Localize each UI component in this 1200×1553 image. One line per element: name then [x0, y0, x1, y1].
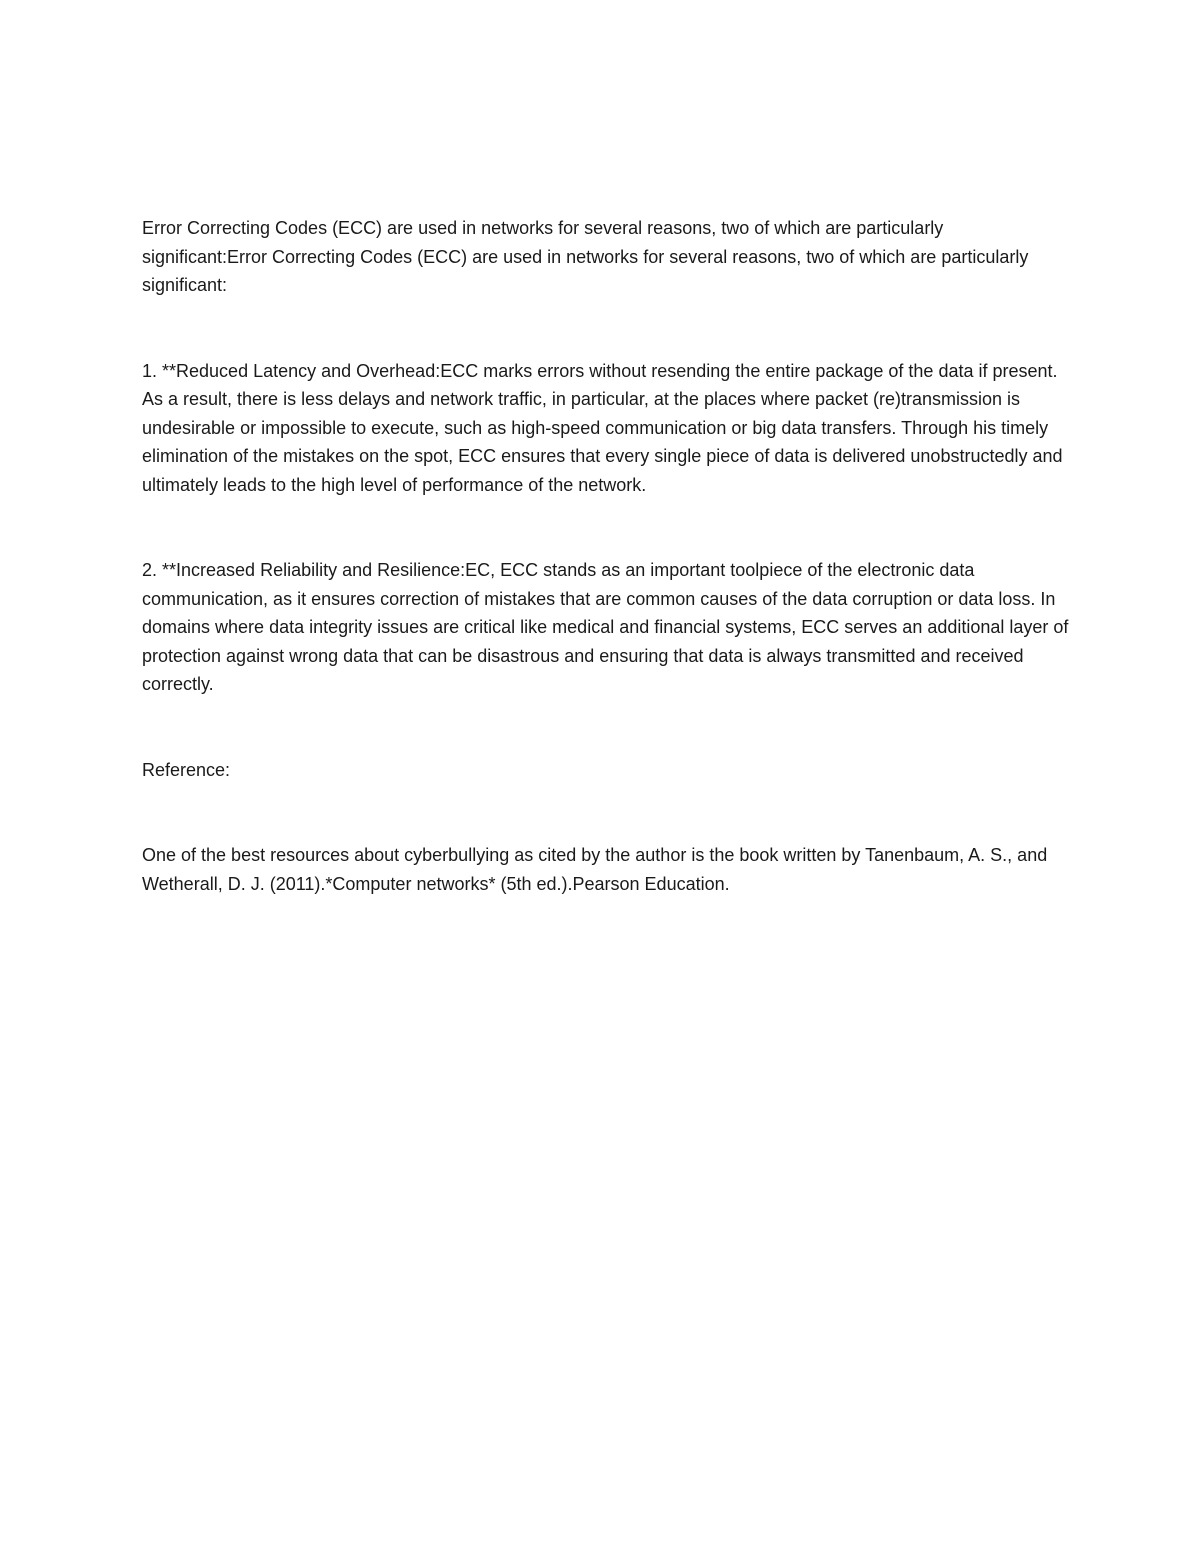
point-1-paragraph: 1. **Reduced Latency and Overhead:ECC marks errors without resending the entire package of the data if present. As a result, there is less delays and network traffic, in particular, at the places where packet (re)transmission is undesirable or impossible to execute, such as high-speed communication or big data transfers. Through his timely elimination of the mistakes on the spot, ECC ensures that every single piece of data is delivered unobstructedly and ultimately leads to the high level of performance of the network. [142, 360, 1063, 495]
document-body [142, 214, 1072, 898]
intro-paragraph: Error Correcting Codes (ECC) are used in networks for several reasons, two of which are particularly significant:Error Correcting Codes (ECC) are used in networks for several reasons, two of which are particularly significant: [142, 218, 1029, 295]
reference-heading: Reference: [142, 759, 231, 780]
point-2-paragraph: 2. **Increased Reliability and Resilience:EC, ECC stands as an important toolpiece of the electronic data communication, as it ensures correction of mistakes that are common causes of the data corruption or data loss. In domains where data integrity issues are critical like medical and financial systems, ECC serves an additional layer of protection against wrong data that can be disastrous and ensuring that data is always transmitted and received correctly. [142, 560, 1069, 694]
reference-paragraph: One of the best resources about cyberbullying as cited by the author is the book written by Tanenbaum, A. S., and Wetherall, D. J. (2011).*Computer networks* (5th ed.).Pearson Education. [142, 845, 1048, 894]
